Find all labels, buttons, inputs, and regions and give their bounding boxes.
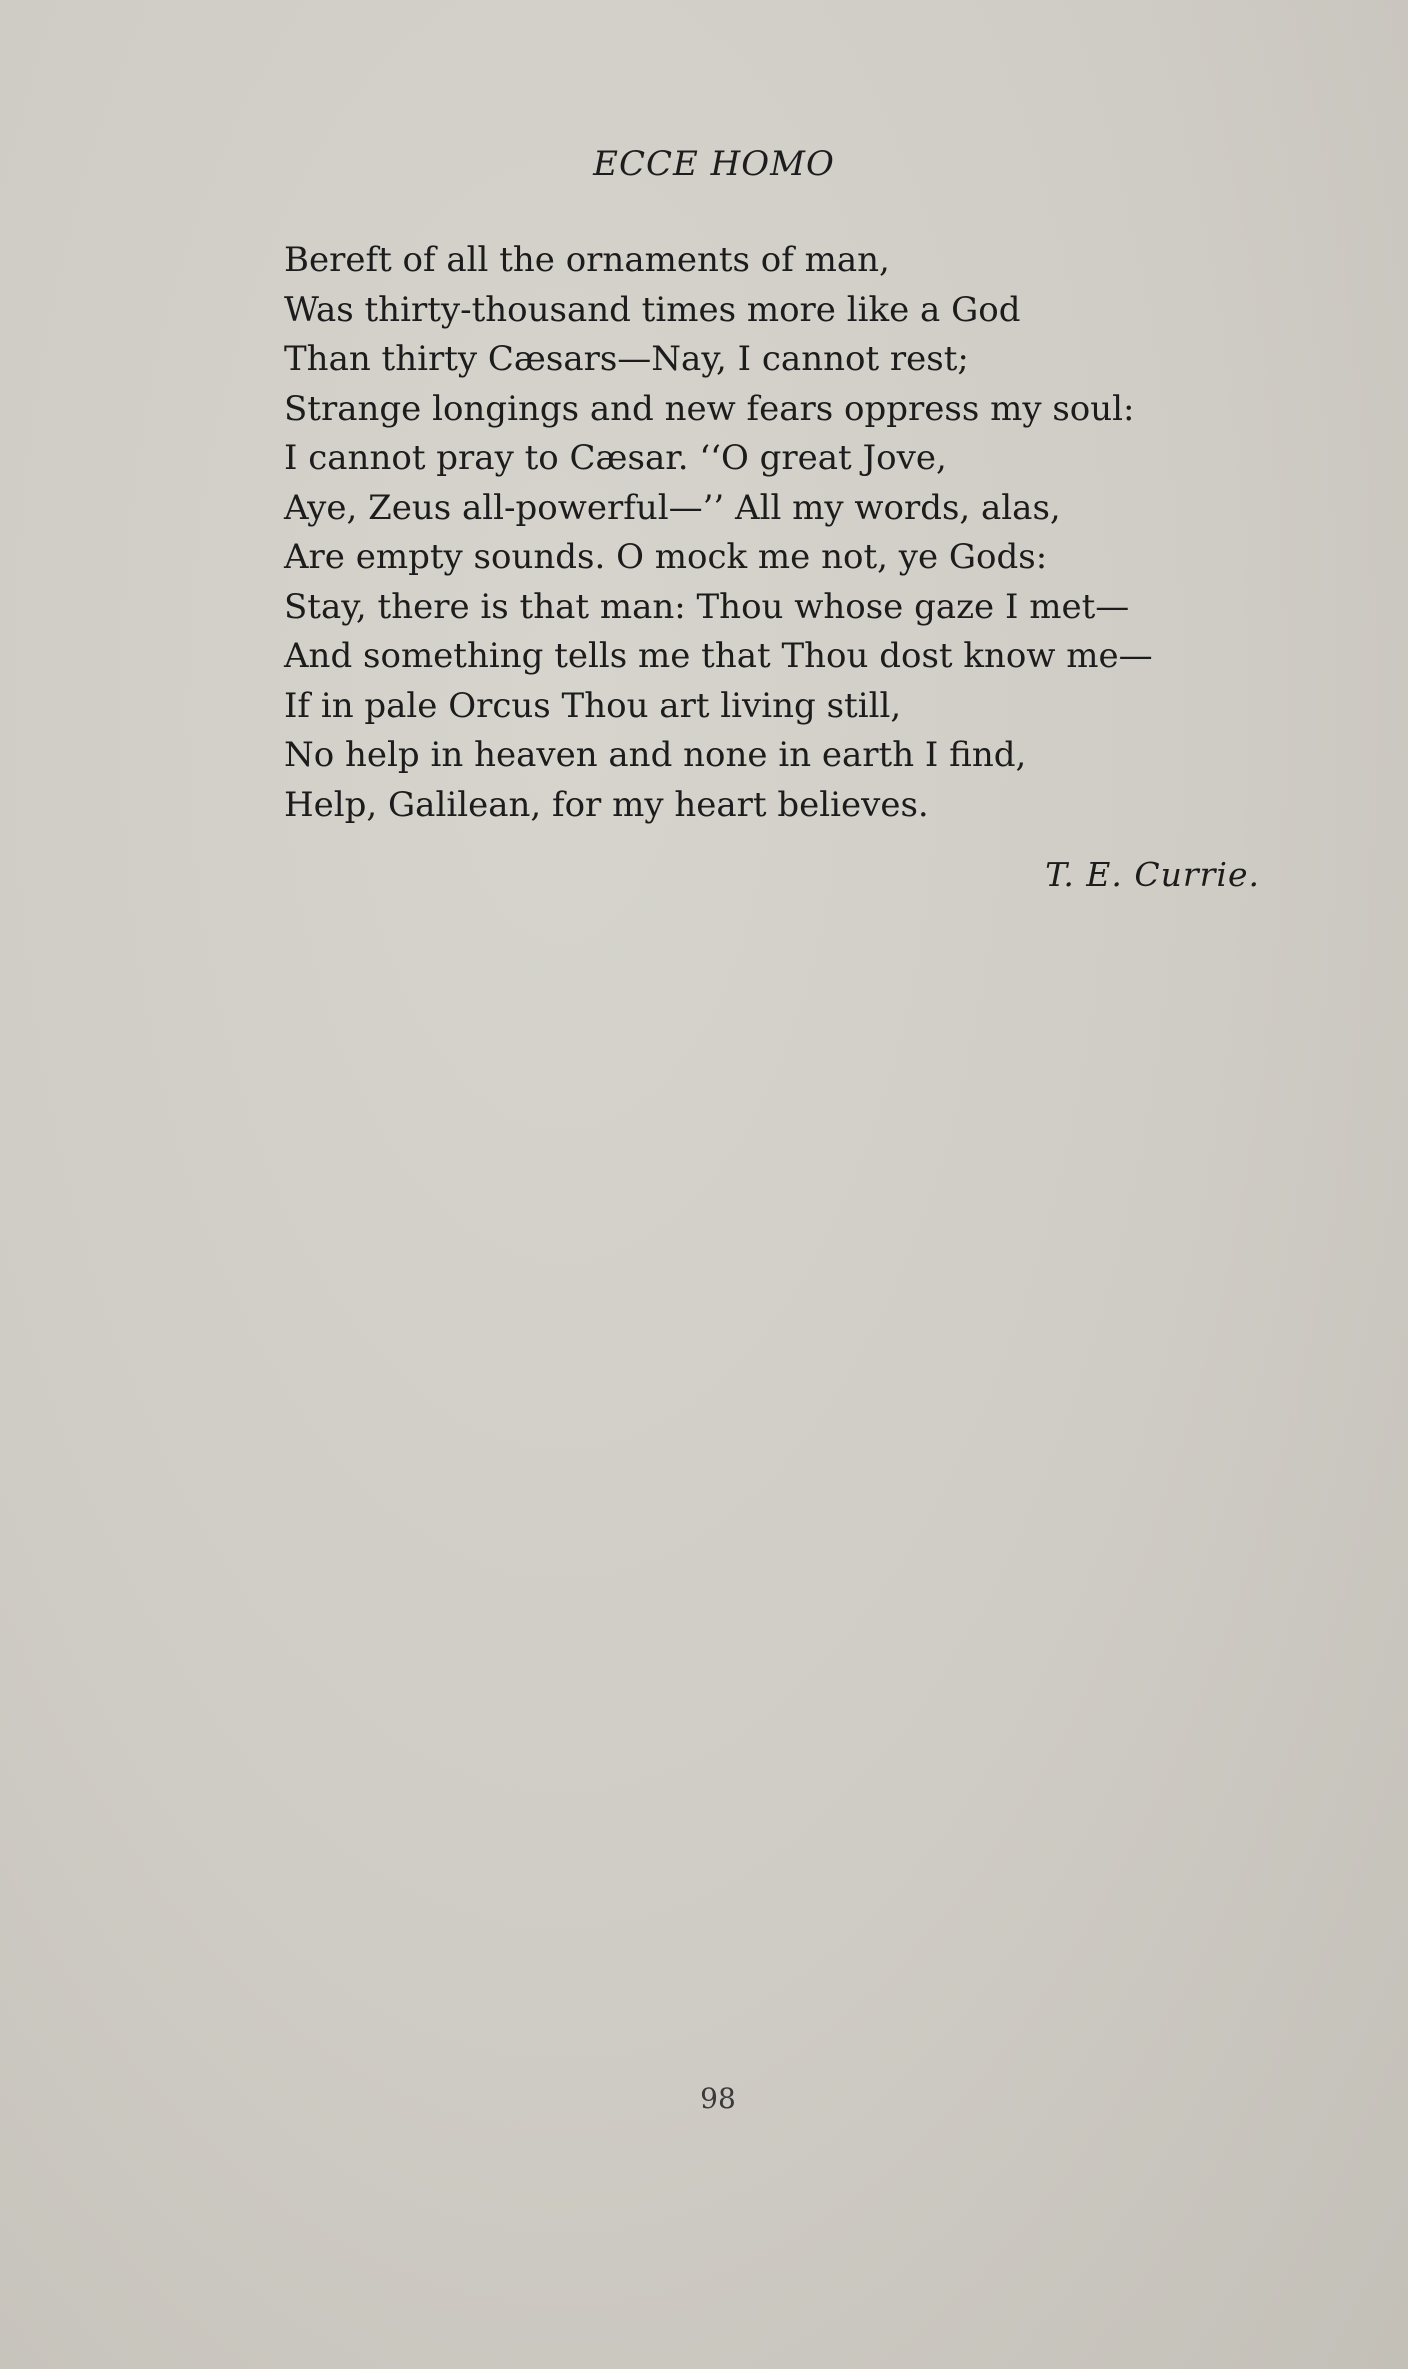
poem-line: Help, Galilean, for my heart believes. (284, 784, 929, 825)
poem-body (284, 236, 1284, 830)
poem-line: I cannot pray to Cæsar. ‘‘O great Jove, (284, 438, 947, 478)
poem-line: If in pale Orcus Thou art living still, (284, 685, 902, 726)
poem-line: Was thirty-thousand times more like a God (284, 289, 1021, 330)
poem-author: T. E. Currie. (1045, 855, 1260, 894)
poem-line: Bereft of all the ornaments of man, (284, 240, 890, 280)
page-number: 98 (700, 2082, 736, 2115)
poem-title: ECCE HOMO (593, 144, 835, 184)
poem-line: And something tells me that Thou dost know me— (284, 636, 1153, 676)
poem-line: No help in heaven and none in earth I find, (284, 735, 1027, 775)
poem-line: Stay, there is that man: Thou whose gaze I met— (284, 586, 1130, 627)
poem-line: Are empty sounds. O mock me not, ye Gods: (284, 537, 1048, 577)
poem-line: Strange longings and new fears oppress my soul: (284, 388, 1135, 429)
poem-line: Than thirty Cæsars—Nay, I cannot rest; (284, 339, 969, 379)
poem-line: Aye, Zeus all-powerful—’’ All my words, alas, (284, 487, 1061, 528)
